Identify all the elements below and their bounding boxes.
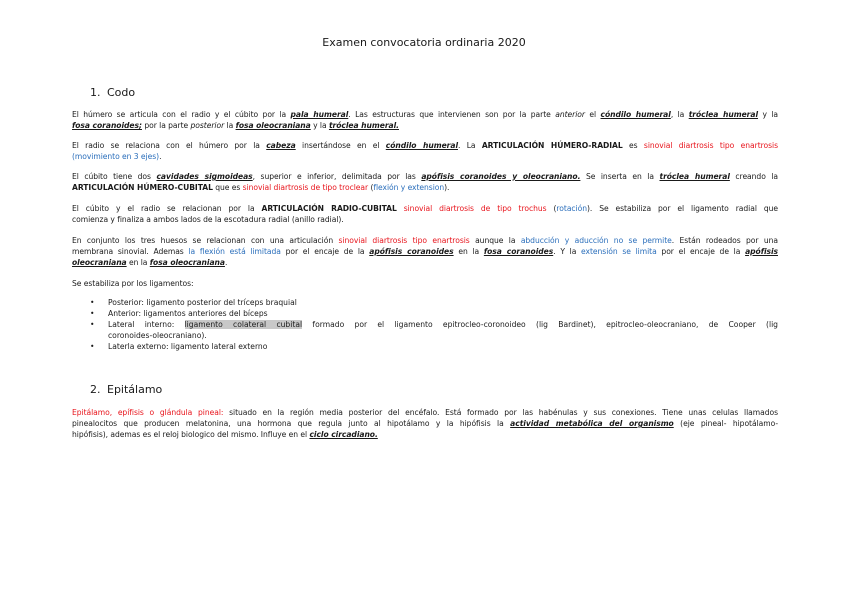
paragraph-line: coronoides-oleocraniano). [108, 331, 207, 340]
paragraph-epitalamo [72, 407, 778, 440]
ligaments-list [72, 297, 778, 352]
paragraph-cubito [72, 171, 778, 193]
ligaments-intro: Se estabiliza por los ligamentos: [72, 279, 194, 288]
paragraph-line: hipófisis), ademas es el reloj biologico del mismo. Influye en el ciclo circadiano. [72, 430, 378, 439]
bullet-icon: • [90, 309, 95, 318]
section-number: 2. [90, 383, 101, 396]
section-number: 1. [90, 86, 101, 99]
paragraph-line: comienza y finaliza a ambos lados de la escotadura radial (anillo radial). [72, 215, 344, 224]
paragraph-line: En conjunto los tres huesos se relacionan con una articulación sinovial diartrosis tipo enartrosis aunque la abducción y aducción no se permite. Están rodeados por una [72, 236, 778, 245]
paragraph-line: ARTICULACIÓN HÚMERO-CUBITAL que es sinovial diartrosis de tipo troclear (flexión y extension). [72, 183, 450, 192]
paragraph-humero [72, 109, 778, 131]
paragraph-line: El cúbito y el radio se relacionan por la ARTICULACIÓN RADIO-CUBITAL sinovial diartrosis de tipo trochus (rotación). Se estabiliza por el ligamento radial que [72, 204, 778, 213]
paragraph-line: El radio se relaciona con el húmero por la cabeza insertándose en el cóndilo humeral. La ARTICULACIÓN HÚMERO-RADIAL es sinovial diartrosis tipo enartrosis [72, 141, 778, 150]
section-title: Epitálamo [107, 383, 163, 396]
section-heading-codo [90, 86, 135, 99]
paragraph-conjunto [72, 235, 778, 268]
section-heading-epitalamo [90, 383, 162, 396]
paragraph-line: pinealocitos que producen melatonina, una hormona que regula junto al hipotálamo y la hipófisis la actividad metabólica del organismo (eje pineal- hipotálamo- [72, 419, 778, 428]
paragraph-line: Lateral interno: ligamento colateral cubital formado por el ligamento epitrocleo-coronoideo (lig Bardinet), epitrocleo-oleocraniano, de Cooper (lig [108, 320, 778, 329]
paragraph-line: fosa coranoides; por la parte posterior la fosa oleocraniana y la tróclea humeral. [72, 121, 399, 130]
highlighted-text: ligamento colateral cubital [184, 320, 303, 329]
list-item: • Posterior: ligamento posterior del tríceps braquial [90, 298, 297, 307]
paragraph-line: membrana sinovial. Ademas la flexión está limitada por el encaje de la apófisis coranoides en la fosa coranoides. Y la extensión se limita por el encaje de la apófisis [72, 247, 778, 256]
bullet-icon: • [90, 298, 95, 307]
paragraph-line: Epitálamo, epífisis o glándula pineal: situado en la región media posterior del encéfalo. Está formado por las habénulas y sus conexiones. Tiene unas celulas llamados [72, 408, 778, 417]
paragraph-radio [72, 140, 778, 162]
paragraph-radio-cubital [72, 203, 778, 225]
list-item: • Anterior: ligamentos anteriores del bíceps [90, 309, 268, 318]
list-item: • Laterla externo: ligamento lateral externo [90, 342, 268, 351]
paragraph-line: El cúbito tiene dos cavidades sigmoideas, superior e inferior, delimitada por las apófisis coranoides y oleocraniano. Se inserta en la tróclea humeral creando la [72, 172, 778, 181]
bullet-icon: • [90, 342, 95, 351]
list-item [72, 319, 778, 341]
section-title: Codo [107, 86, 136, 99]
bullet-icon: • [90, 320, 95, 329]
paragraph-line: (movimiento en 3 ejes). [72, 152, 162, 161]
paragraph-line: El húmero se articula con el radio y el cúbito por la pala humeral. Las estructuras que intervienen son por la parte anterior el cóndilo humeral, la tróclea humeral y la [72, 110, 778, 119]
paragraph-line: oleocraniana en la fosa oleocraniana. [72, 258, 228, 267]
document-title: Examen convocatoria ordinaria 2020 [322, 36, 526, 49]
